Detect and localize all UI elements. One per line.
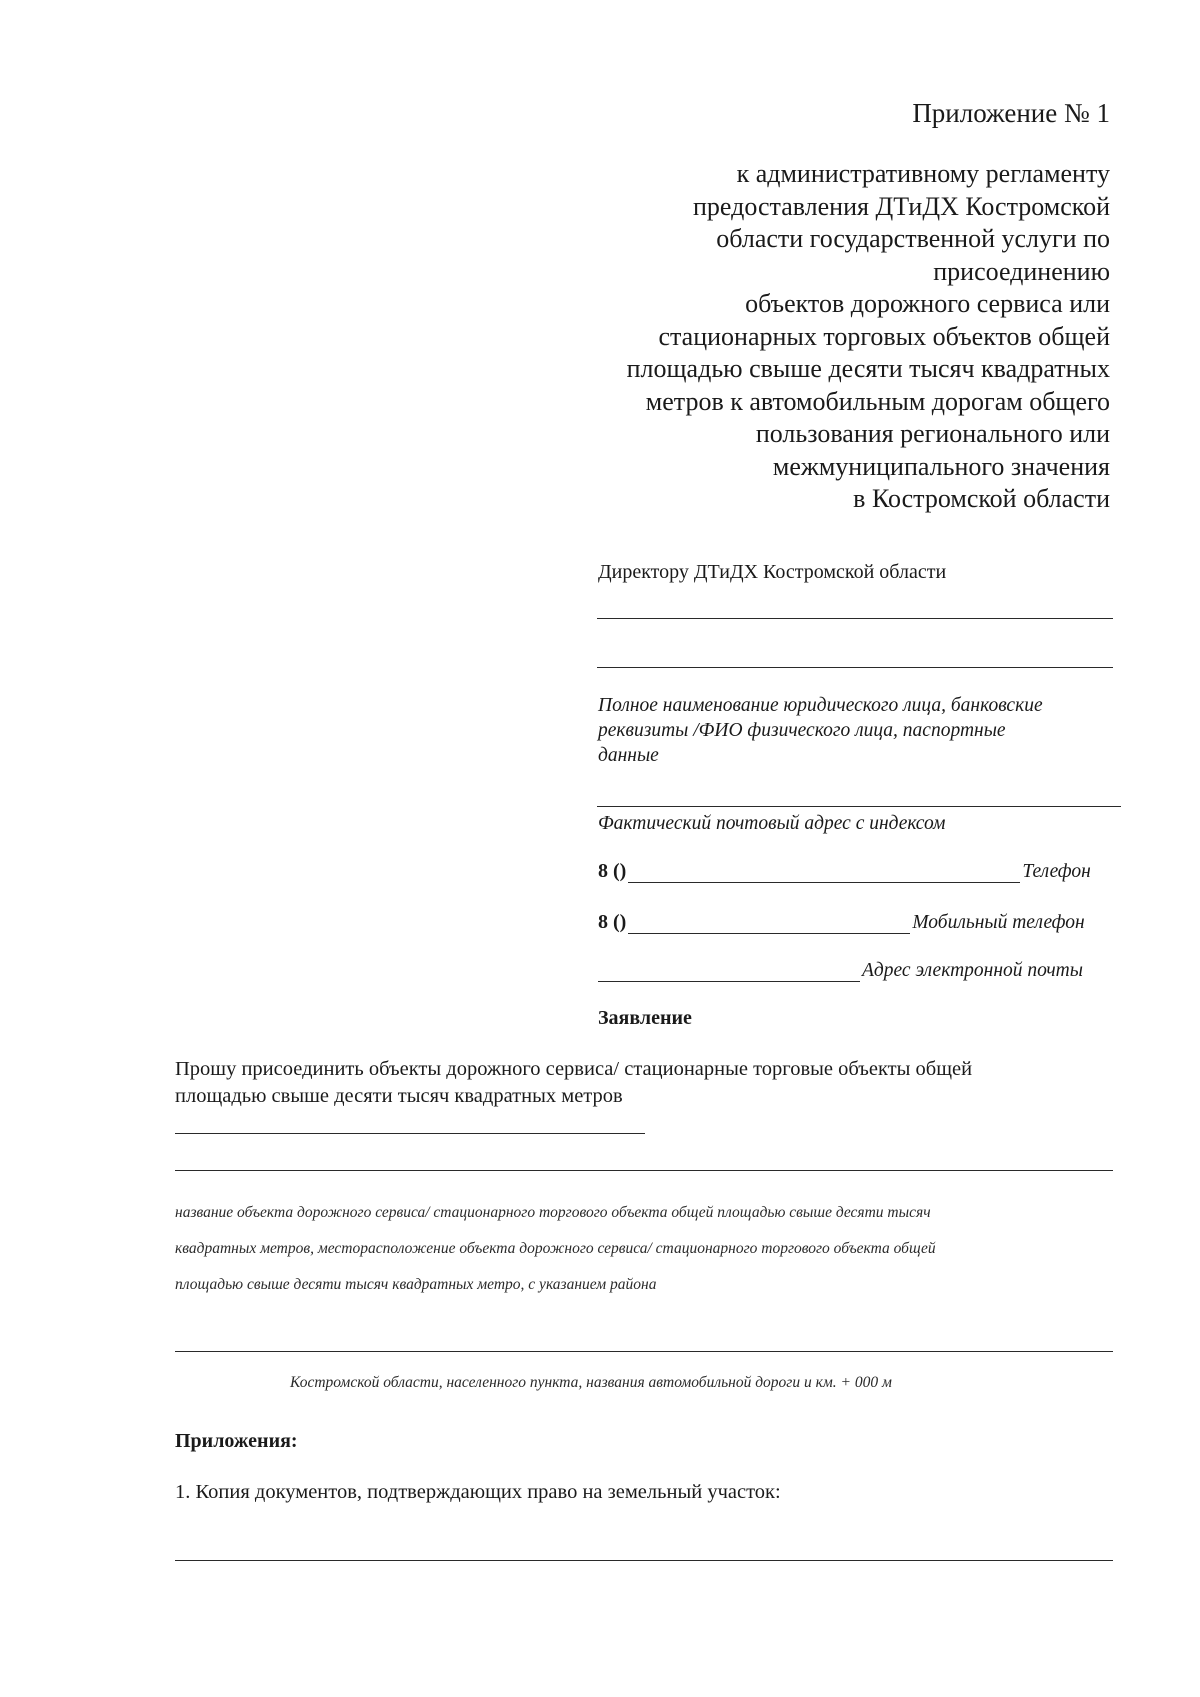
email-label: Адрес электронной почты [862, 960, 1083, 981]
object-field-short[interactable] [175, 1133, 645, 1134]
region-field[interactable] [175, 1351, 1113, 1352]
phone-prefix: 8 () [598, 860, 627, 882]
hint-line: реквизиты /ФИО физического лица, паспортные [598, 720, 1006, 741]
attachment-item: 1. Копия документов, подтверждающих право на земельный участок: [175, 1481, 781, 1503]
subtitle-line: присоединению [933, 256, 1110, 286]
object-hint-line: название объекта дорожного сервиса/ стационарного торгового объекта общей площадью свыше десяти тысяч [175, 1204, 931, 1221]
object-hint-line: площадью свыше десяти тысяч квадратных метро, с указанием района [175, 1276, 657, 1293]
statement-title: Заявление [598, 1007, 692, 1029]
postal-address-hint: Фактический почтовый адрес с индексом [598, 813, 946, 834]
subtitle-line: к административному регламенту [736, 159, 1110, 188]
subtitle-line: объектов дорожного сервиса или [745, 289, 1110, 318]
postal-address-field[interactable] [597, 806, 1121, 807]
request-line: площадью свыше десяти тысяч квадратных метров [175, 1085, 623, 1107]
email-row [598, 960, 1083, 982]
request-text [175, 1056, 972, 1110]
region-hint: Костромской области, населенного пункта, названия автомобильной дороги и км. + 000 м [290, 1374, 892, 1391]
phone-label: Телефон [1022, 861, 1091, 882]
subtitle-line: предоставления ДТиДХ Костромской [692, 191, 1110, 221]
subtitle-line: площадью свыше десяти тысяч квадратных [626, 354, 1110, 383]
applicant-field-2[interactable] [597, 667, 1113, 668]
mobile-label: Мобильный телефон [912, 912, 1085, 933]
object-hint-line: квадратных метров, месторасположение объекта дорожного сервиса/ стационарного торгового объекта общей [175, 1240, 936, 1257]
hint-line: данные [598, 745, 659, 766]
object-field-long[interactable] [175, 1170, 1113, 1171]
phone-field[interactable] [628, 862, 1020, 883]
addressee-line: Директору ДТиДХ Костромской области [598, 561, 947, 583]
appendix-title: Приложение № 1 [912, 98, 1110, 128]
subtitle-line: стационарных торговых объектов общей [658, 321, 1110, 351]
mobile-row [598, 911, 1085, 934]
subtitle-line: области государственной услуги по [716, 224, 1110, 253]
appendix-subtitle [627, 158, 1110, 516]
applicant-field-1[interactable] [597, 618, 1113, 619]
attachments-title: Приложения: [175, 1430, 298, 1452]
subtitle-line: пользования регионального или [755, 419, 1110, 448]
email-field[interactable] [598, 961, 860, 982]
applicant-hint [598, 693, 1043, 768]
attachment-field[interactable] [175, 1560, 1113, 1561]
mobile-field[interactable] [628, 913, 910, 934]
object-hint [175, 1195, 936, 1303]
mobile-prefix: 8 () [598, 911, 627, 933]
subtitle-line: метров к автомобильным дорогам общего [645, 386, 1110, 416]
subtitle-line: в Костромской области [853, 484, 1110, 513]
request-line: Прошу присоединить объекты дорожного сервиса/ стационарные торговые объекты общей [175, 1058, 973, 1080]
subtitle-line: межмуниципального значения [772, 451, 1110, 481]
hint-line: Полное наименование юридического лица, банковские [598, 695, 1043, 716]
phone-row [598, 860, 1091, 883]
